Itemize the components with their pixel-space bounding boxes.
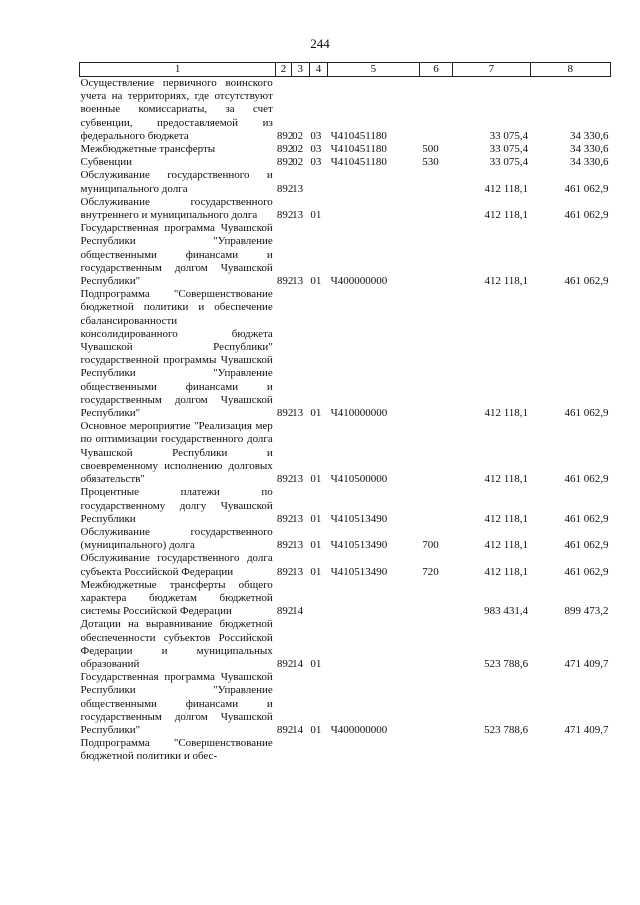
target-article: Ч400000000 [330,275,388,288]
admin-code: 892 [276,182,294,195]
amount-year-1: 412 118,1 [484,275,529,288]
target-article [328,196,420,222]
row-name: Основное мероприятие "Реализация мер по оптимизации государственного долга Чувашской Республики и своевременному исполнению долговых обязательств" [80,420,273,486]
row-name: Обслуживание государственного внутреннего и муниципального долга [80,195,273,222]
target-article: Ч410451180 [330,143,387,156]
admin-code: 892 [276,129,294,142]
subsection-code: 01 [310,275,322,288]
amount-year-1: 412 118,1 [484,539,529,552]
expense-type [419,618,453,671]
amount-year-2: 34 330,6 [570,143,609,156]
amount-year-2: 899 473,2 [564,605,609,618]
admin-code: 892 [276,473,294,486]
target-article: Ч410451180 [330,156,387,169]
table-row [80,552,611,578]
expense-type [419,222,453,288]
section-code: 14 [292,605,304,618]
admin-code: 892 [276,275,294,288]
amount-year-2: 461 062,9 [564,182,609,195]
table-row [80,169,611,195]
amount-year-2: 461 062,9 [564,539,609,552]
section-code: 14 [292,657,304,670]
amount-year-2 [530,737,610,763]
amount-year-2: 34 330,6 [570,156,609,169]
amount-year-2: 461 062,9 [564,565,609,578]
amount-year-2: 461 062,9 [564,209,609,222]
table-row [80,420,611,486]
expense-type [419,288,453,420]
table-row [80,671,611,737]
section-code: 02 [292,143,304,156]
amount-year-2: 461 062,9 [564,275,609,288]
header-row [80,63,611,77]
target-article: Ч410500000 [330,473,388,486]
table-row [80,196,611,222]
subsection-code: 01 [310,565,322,578]
table-row [80,222,611,288]
row-name: Государственная программа Чувашской Республики "Управление общественными финансами и государственным долгом Чувашской Республики" [80,671,273,736]
table-body [80,77,611,764]
subsection-code: 03 [310,143,322,156]
row-name: Дотации на выравнивание бюджетной обеспеченности субъектов Российской Федерации и муниципальных образований [80,618,273,670]
column-header: 4 [309,63,327,77]
section-code: 13 [292,512,304,525]
section-code: 02 [292,129,304,142]
amount-year-1: 412 118,1 [484,407,529,420]
row-name: Межбюджетные трансферты общего характера бюджетам бюджетной системы Российской Федерации [80,578,273,618]
admin-code: 892 [276,209,294,222]
subsection-code [309,579,327,619]
expense-type: 530 [422,156,439,169]
subsection-code: 01 [310,473,322,486]
target-article: Ч410513490 [330,539,388,552]
target-article [328,579,420,619]
expense-type [419,196,453,222]
amount-year-2: 34 330,6 [570,129,609,142]
target-article: Ч410451180 [330,129,387,142]
column-header: 3 [291,63,309,77]
subsection-code: 01 [310,723,322,736]
row-name: Подпрограмма "Совершенствование бюджетной политики и обес- [80,737,273,763]
section-code: 14 [292,723,304,736]
column-header: 2 [276,63,291,77]
amount-year-2: 461 062,9 [564,407,609,420]
subsection-code [309,169,327,195]
target-article [328,169,420,195]
subsection-code: 03 [310,156,322,169]
column-header: 6 [419,63,453,77]
amount-year-1: 33 075,4 [489,143,529,156]
admin-code: 892 [276,143,294,156]
admin-code: 892 [276,512,294,525]
amount-year-2: 471 409,7 [564,657,609,670]
expense-type [419,420,453,486]
table-row [80,618,611,671]
row-name: Подпрограмма "Совершенствование бюджетной политики и обеспечение сбалансированности консолидированного бюджета Чувашской Республики" государственной программы Чувашской Республики "Управление общественными финансами и государственным долгом Чувашской Республики" [80,288,273,420]
amount-year-1 [453,737,530,763]
admin-code [276,737,291,763]
amount-year-1: 412 118,1 [484,512,529,525]
target-article [328,737,420,763]
column-header: 8 [530,63,610,77]
table-row [80,526,611,552]
amount-year-1: 412 118,1 [484,565,529,578]
section-code: 13 [292,275,304,288]
section-code: 02 [292,156,304,169]
row-name: Обслуживание государственного (муниципального) долга [80,525,273,552]
admin-code: 892 [276,565,294,578]
admin-code: 892 [276,657,294,670]
section-code [291,737,309,763]
row-name: Осуществление первичного воинского учета на территориях, где отсутствуют военные комиссариаты, за счет субвенции, предоставляемой из федерального бюджета [80,77,273,142]
amount-year-1: 412 118,1 [484,473,529,486]
budget-table [79,62,611,764]
expense-type [419,579,453,619]
row-name: Государственная программа Чувашской Республики "Управление общественными финансами и государственным долгом Чувашской Республики" [80,222,273,288]
expense-type: 720 [422,565,439,578]
section-code: 13 [292,473,304,486]
section-code: 13 [292,539,304,552]
target-article: Ч410000000 [330,407,388,420]
expense-type [419,169,453,195]
section-code: 13 [292,182,304,195]
subsection-code: 01 [310,512,322,525]
column-header: 7 [453,63,530,77]
amount-year-1: 523 788,6 [484,723,529,736]
page-number: 244 [310,36,330,51]
expense-type [419,486,453,526]
table-row [80,288,611,420]
table-row [80,579,611,619]
table-row [80,143,611,156]
target-article: Ч400000000 [330,723,388,736]
table-row [80,156,611,169]
subsection-code: 01 [310,539,322,552]
target-article: Ч410513490 [330,512,388,525]
row-name: Субвенции [80,156,133,169]
expense-type [419,77,453,144]
admin-code: 892 [276,407,294,420]
admin-code: 892 [276,156,294,169]
table-row [80,77,611,144]
row-name: Межбюджетные трансферты [80,143,216,156]
column-header: 5 [328,63,420,77]
amount-year-1: 33 075,4 [489,129,529,142]
admin-code: 892 [276,605,294,618]
section-code: 13 [292,209,304,222]
amount-year-1: 523 788,6 [484,657,529,670]
amount-year-2: 461 062,9 [564,512,609,525]
table-row [80,737,611,763]
column-header: 1 [80,63,276,77]
row-name: Обслуживание государственного долга субъекта Российской Федерации [80,552,273,578]
amount-year-1: 412 118,1 [484,182,529,195]
amount-year-1: 33 075,4 [489,156,529,169]
amount-year-1: 412 118,1 [484,209,529,222]
subsection-code: 01 [310,657,322,670]
target-article [328,618,420,671]
amount-year-2: 461 062,9 [564,473,609,486]
expense-type [419,737,453,763]
admin-code: 892 [276,539,294,552]
amount-year-1: 983 431,4 [484,605,529,618]
subsection-code: 01 [310,209,322,222]
section-code: 13 [292,407,304,420]
expense-type: 700 [422,539,439,552]
section-code: 13 [292,565,304,578]
expense-type: 500 [422,143,439,156]
amount-year-2: 471 409,7 [564,723,609,736]
table-row [80,486,611,526]
row-name: Процентные платежи по государственному долгу Чувашской Республики [80,486,273,525]
subsection-code [309,737,327,763]
row-name: Обслуживание государственного и муниципального долга [80,169,273,195]
target-article: Ч410513490 [330,565,388,578]
admin-code: 892 [276,723,294,736]
subsection-code: 01 [310,407,322,420]
subsection-code: 03 [310,129,322,142]
expense-type [419,671,453,737]
